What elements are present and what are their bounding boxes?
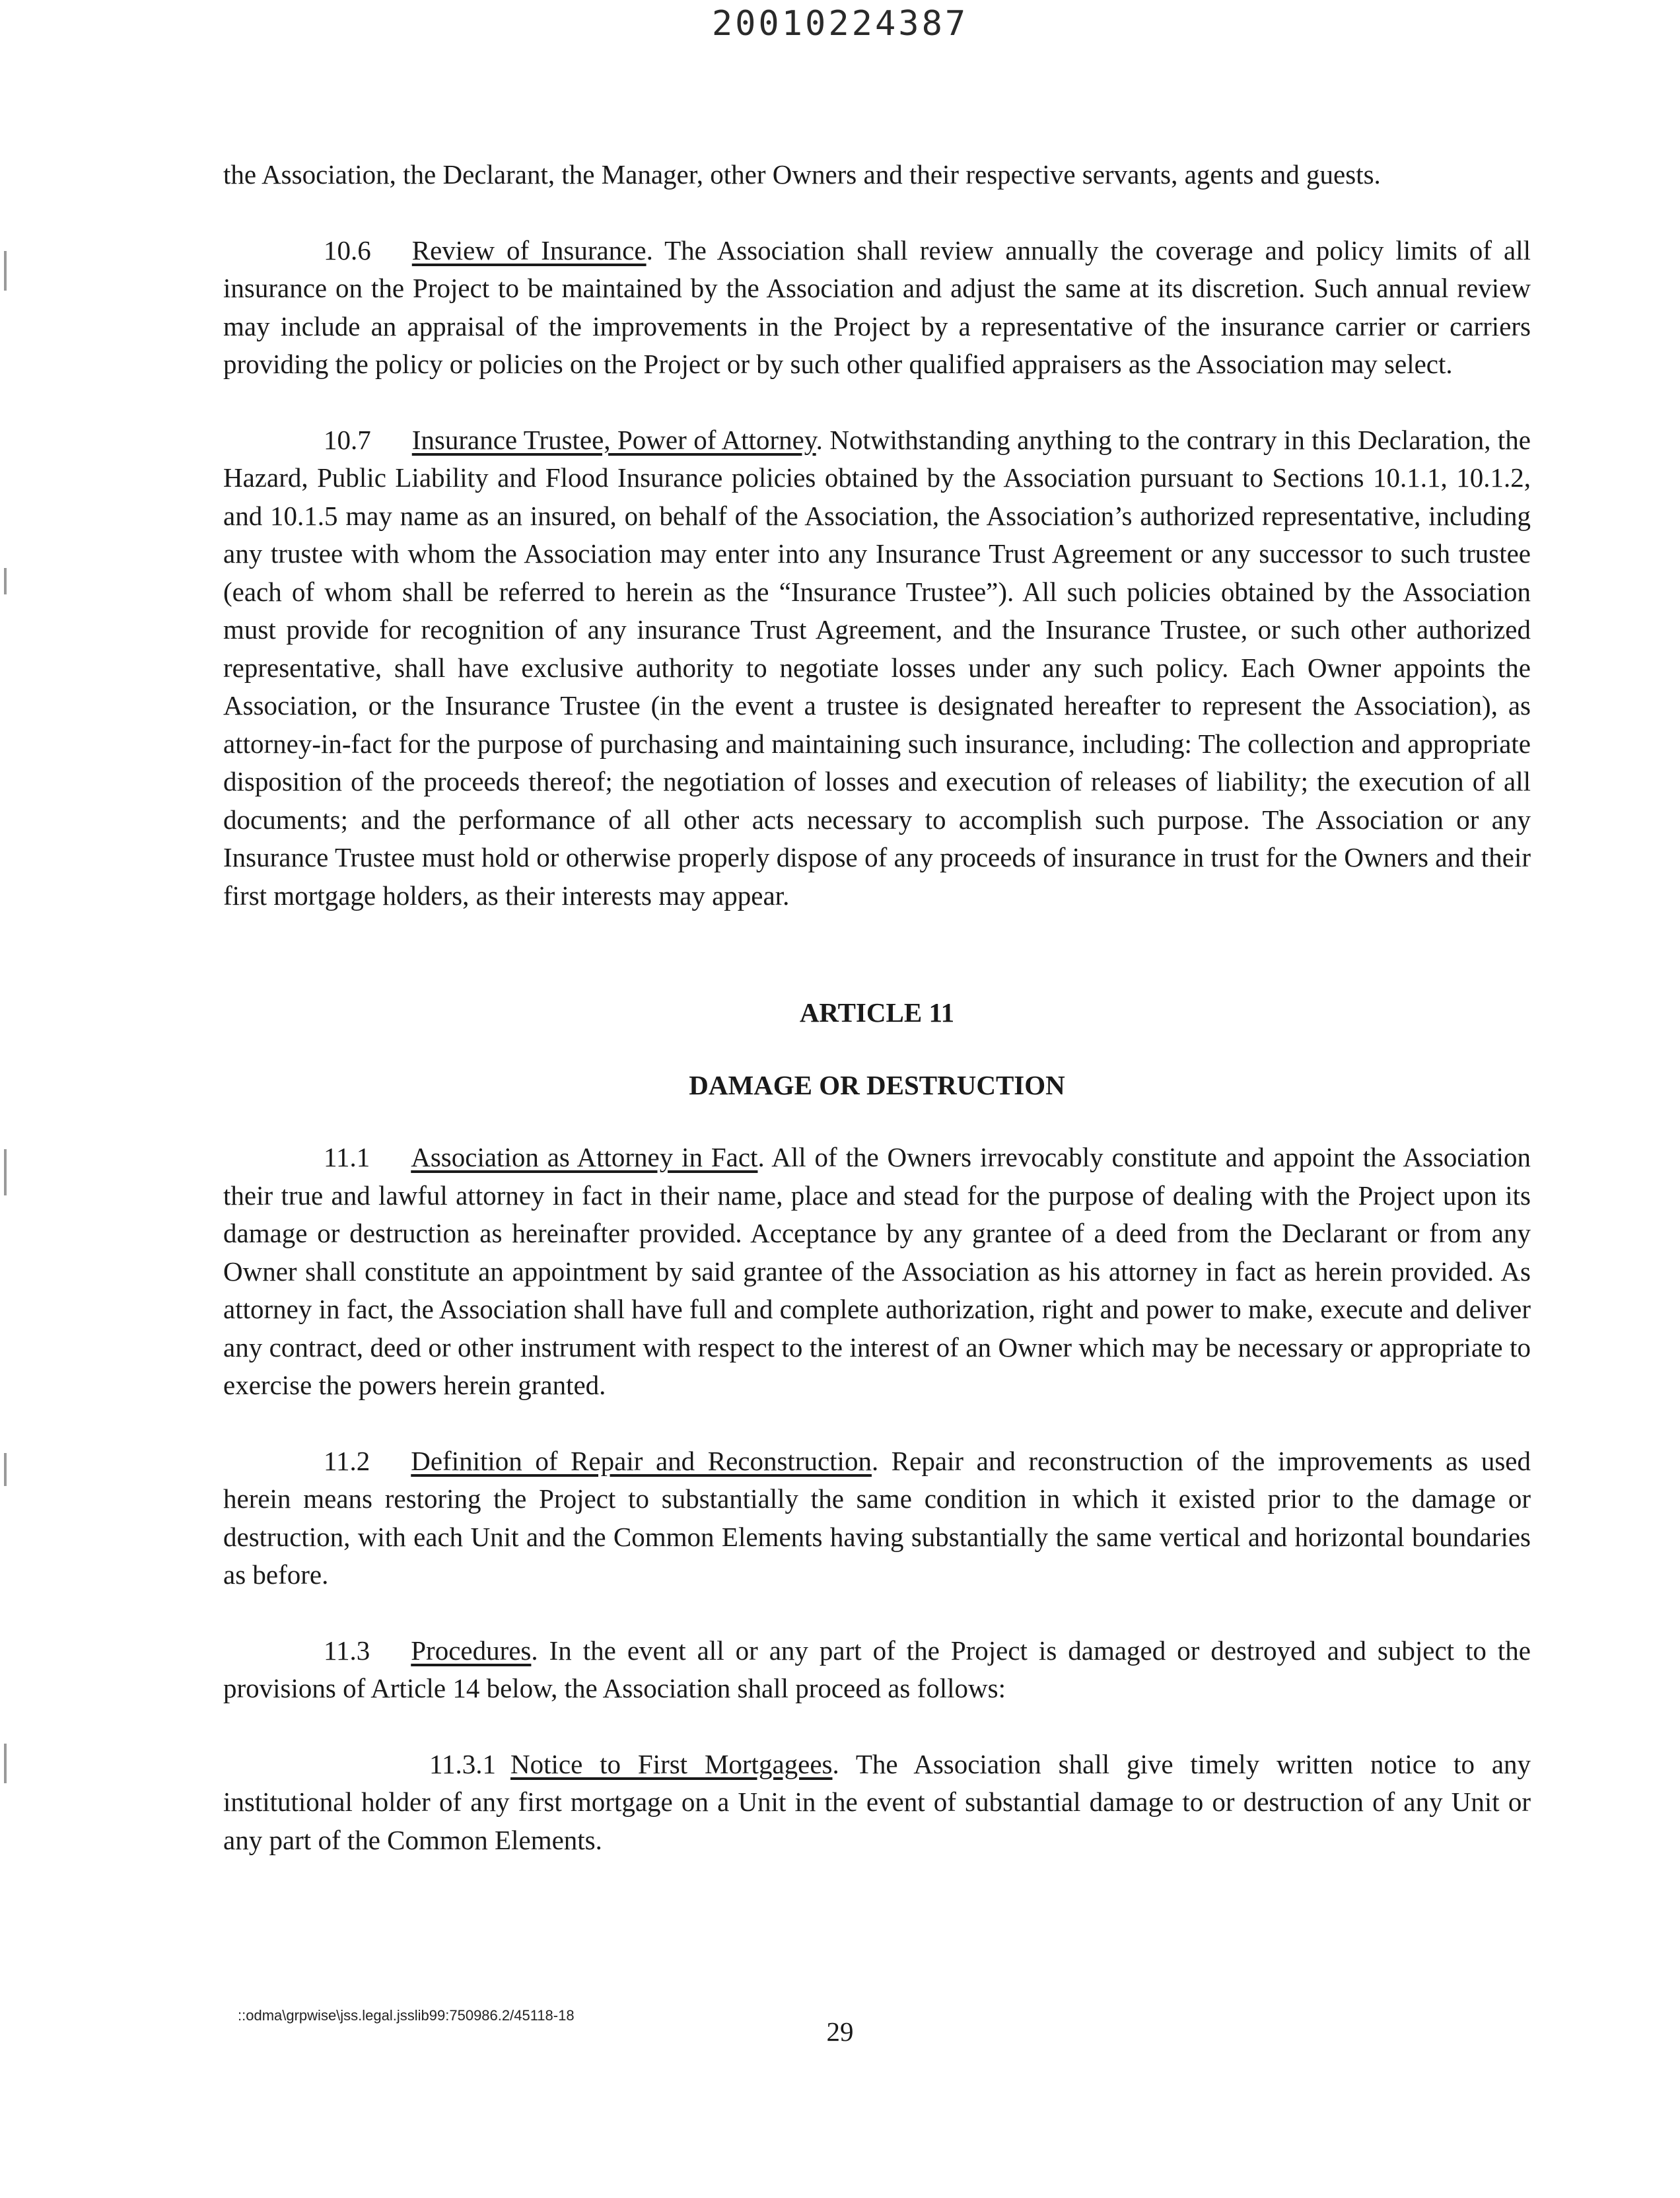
section-11-3-1 — [223, 1746, 1531, 1860]
scan-edge-mark — [4, 1744, 7, 1783]
section-number: 11.3 — [324, 1635, 370, 1666]
document-body — [223, 156, 1531, 1859]
article-title: DAMAGE OR DESTRUCTION — [689, 1069, 1065, 1100]
section-body: . Repair and reconstruction of the improvements as used herein means restoring the Project to substantially the same condition in which it existed prior to the damage or destruction, with each Unit and the Common Elements having substantially the same vertical and horizontal boundaries as before. — [223, 1445, 1531, 1590]
section-10-7 — [223, 421, 1531, 915]
article-heading: ARTICLE 11 — [799, 997, 955, 1028]
document-number: 20010224387 — [711, 4, 969, 44]
section-body: . In the event all or any part of the Project is damaged or destroyed and subject to the provisions of Article 14 below, the Association shall proceed as follows: — [223, 1635, 1531, 1703]
section-11-3 — [223, 1632, 1531, 1708]
section-number: 10.6 — [324, 234, 371, 266]
section-title: Review of Insurance — [411, 234, 647, 266]
section-title: Notice to First Mortgagees — [510, 1748, 833, 1779]
section-title: Insurance Trustee, Power of Attorney — [411, 424, 816, 455]
section-11-1 — [223, 1139, 1531, 1405]
scan-edge-mark — [4, 568, 7, 594]
scan-edge-mark — [4, 1149, 7, 1195]
section-body: . Notwithstanding anything to the contrary in this Declaration, the Hazard, Public Liability and Flood Insurance policies obtained by the Association pursuant to Sections 10.1.1, 10.1.2, and 10.1.5 may name as an insured, on behalf of the Association, the Association’s authorized representative, including any trustee with whom the Association may enter into any Insurance Trust Agreement or any successor to such trustee (each of whom shall be referred to herein as the “Insurance Trustee”). All such policies obtained by the Association must provide for recognition of any insurance Trust Agreement, and the Insurance Trustee, or such other authorized representative, shall have exclusive authority to negotiate losses under any such policy. Each Owner appoints the Association, or the Insurance Trustee (in the event a trustee is designated hereafter to represent the Association), as attorney-in-fact for the purpose of purchasing and maintaining such insurance, including: The collection and appropriate disposition of the proceeds thereof; the negotiation of losses and execution of releases of liability; the execution of all documents; and the performance of all other acts necessary to accomplish such purpose. The Association or any Insurance Trustee must hold or otherwise properly dispose of any proceeds of insurance in trust for the Owners and their first mortgage holders, as their interests may appear. — [223, 424, 1531, 911]
section-number: 10.7 — [324, 424, 371, 455]
section-11-2 — [223, 1442, 1531, 1594]
section-body: . The Association shall review annually the coverage and policy limits of all insurance on the Project to be maintained by the Association and adjust the same at its discretion. Such annual review may include an appraisal of the improvements in the Project by a representative of the insurance carrier or carriers providing the policy or policies on the Project or by such other qualified appraisers as the Association may select. — [223, 234, 1531, 379]
section-title: Procedures — [411, 1635, 532, 1666]
section-number: 11.3.1 — [429, 1748, 496, 1779]
scan-edge-mark — [4, 1453, 7, 1486]
section-body: . All of the Owners irrevocably constitute and appoint the Association their true and lawful attorney in fact in their name, place and stead for the purpose of dealing with the Project upon its damage or destruction as hereinafter provided. Acceptance by any grantee of a deed from the Declarant or from any Owner shall constitute an appointment by said grantee of the Association as his attorney in fact as herein provided. As attorney in fact, the Association shall have full and complete authorization, right and power to make, execute and deliver any contract, deed or other instrument with respect to the interest of an Owner which may be necessary or appropriate to exercise the powers herein granted. — [223, 1142, 1531, 1400]
footer-file-path: ::odma\grpwise\jss.legal.jsslib99:750986.2/45118-18 — [238, 2007, 575, 2024]
scan-edge-mark — [4, 251, 7, 291]
section-number: 11.2 — [324, 1445, 370, 1476]
paragraph-continuation: the Association, the Declarant, the Manager, other Owners and their respective servants, agents and guests. — [223, 159, 1381, 190]
section-body: . The Association shall give timely written notice to any institutional holder of any first mortgage on a Unit in the event of substantial damage to or destruction of any Unit or any part of the Common Elements. — [223, 1748, 1531, 1855]
section-10-6 — [223, 232, 1531, 384]
section-title: Association as Attorney in Fact — [411, 1142, 758, 1172]
section-number: 11.1 — [324, 1142, 370, 1172]
section-title: Definition of Repair and Reconstruction — [411, 1445, 872, 1476]
page-number: 29 — [826, 2016, 854, 2047]
